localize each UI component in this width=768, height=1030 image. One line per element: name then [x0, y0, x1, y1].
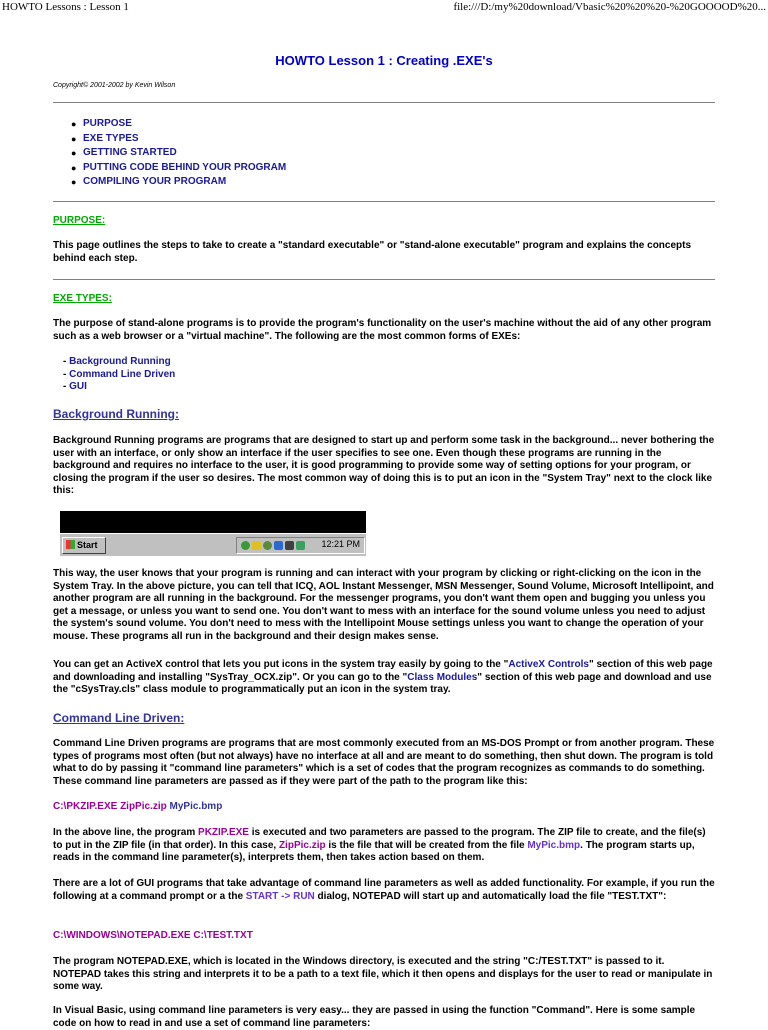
- link-gui[interactable]: GUI: [69, 381, 87, 393]
- msn-messenger-icon: [263, 541, 272, 550]
- bullet-icon: ●: [71, 133, 77, 144]
- toc-item-compiling[interactable]: ● COMPILING YOUR PROGRAM: [71, 175, 286, 190]
- intellipoint-icon: [285, 541, 294, 550]
- windows-logo-icon: [66, 540, 75, 549]
- command-line-text: Command Line Driven programs are programs that are most commonly executed from an MS-DOS Prompt or from another program. These types of programs most often (but not always) have no interface at all and are meant to do something, then shut down. The program is told what to do by passing it "command line parameters" which is a set of codes that the program recognizes as commands to do something. These command line parameters are passed as if they were part of the path to the program like this:: [53, 738, 715, 787]
- sound-volume-icon: [274, 541, 283, 550]
- toc-item-exe-types[interactable]: ● EXE TYPES: [71, 132, 286, 147]
- print-header: [0, 0, 768, 16]
- bullet-icon: ●: [71, 119, 77, 129]
- toc-item-purpose[interactable]: ● PURPOSE: [71, 117, 286, 132]
- command-example-pkzip: C:\PKZIP.EXE ZipPic.zip MyPic.bmp: [53, 801, 223, 812]
- link-activex-controls[interactable]: ActiveX Controls: [508, 659, 589, 670]
- system-tray-screenshot: [60, 511, 366, 555]
- bullet-icon: ●: [71, 177, 77, 188]
- bullet-icon: ●: [71, 148, 77, 159]
- toc-item-getting-started[interactable]: ● GETTING STARTED: [71, 146, 286, 161]
- icq-icon: [241, 541, 250, 550]
- activex-paragraph: You can get an ActiveX control that lets you put icons in the system tray easily by going to the "ActiveX Controls" section of this web page and downloading and installing "SysTray_OCX.zip". Or you can go to the "Class Modules" section of this web page and download and use the "cSysTray.cls" class module to programmatically put an icon in the system tray.: [53, 659, 713, 696]
- list-item: - GUI: [63, 381, 87, 393]
- lesson-title: HOWTO Lesson 1 : Creating .EXE's: [275, 53, 493, 68]
- pkzip-explanation-text: In the above line, the program PKZIP.EXE is executed and two parameters are passed to the program. The ZIP file to create, and the file(s) to put in the ZIP file (in that order). In this case, ZipPic.zip is the file that will be created from the file MyPic.bmp. The program starts up, reads in the command line parameter(s), interprets them, then takes action based on them.: [53, 827, 706, 864]
- list-item: - Background Running: [63, 356, 171, 367]
- exe-types-list: [63, 356, 175, 394]
- tray-clock: 12:21 PM: [321, 539, 360, 549]
- bullet-icon: ●: [71, 162, 77, 173]
- background-explanation-text: This way, the user knows that your program is running and can interact with your program by clicking or right-clicking on the icon in the System Tray. In the above picture, you can tell that ICQ, AOL Instant Messenger, MSN Messenger, Sound Volume, Microsoft Intellipoint, and another program are all running in the background. For the messenger programs, you don't want them open and bugging you unless you get a message, or unless you want to send one. You don't want to mess with an interface for the sound volume unless you need to adjust the system's sound volume. You don't need to mess with the Intellipoint Mouse settings unless you want to change the operation of your mouse. These programs all run in the background and their design makes sense.: [53, 568, 714, 642]
- link-background-running[interactable]: Background Running: [69, 356, 171, 367]
- desktop-area: [60, 511, 366, 533]
- taskbar: [60, 533, 366, 556]
- purpose-text: This page outlines the steps to take to create a "standard executable" or "stand-alone executable" program and explains the concepts behind each step.: [53, 240, 692, 264]
- command-line-heading: Command Line Driven:: [53, 711, 185, 725]
- tray-app-icon: [296, 541, 305, 550]
- divider: [53, 102, 715, 103]
- page-title-header: HOWTO Lessons : Lesson 1: [2, 1, 129, 13]
- table-of-contents: [71, 117, 286, 190]
- page-url-header: file:///D:/my%20download/Vbasic%20%20%20-%20GOOOOD%20...: [453, 1, 766, 13]
- visual-basic-text: In Visual Basic, using command line parameters is very easy... they are passed in using the function "Command". Here is some sample code on how to read in and use a set of command line parameters:: [53, 1005, 696, 1029]
- list-item: - Command Line Driven: [63, 368, 176, 380]
- start-button: Start: [62, 537, 106, 554]
- link-command-line-driven[interactable]: Command Line Driven: [69, 368, 176, 380]
- purpose-heading: PURPOSE:: [53, 215, 106, 226]
- divider: [53, 279, 715, 280]
- link-class-modules[interactable]: Class Modules: [407, 671, 478, 683]
- exe-types-heading: EXE TYPES:: [53, 293, 112, 304]
- system-tray: [236, 537, 365, 554]
- gui-params-text: There are a lot of GUI programs that take advantage of command line parameters as well as added functionality. For example, if you run the following at a command prompt or a the START -> RUN dialog, NOTEPAD will start up and automatically load the file "TEST.TXT":: [53, 878, 715, 902]
- divider: [53, 201, 715, 202]
- command-example-notepad: C:\WINDOWS\NOTEPAD.EXE C:\TEST.TXT: [53, 930, 253, 941]
- background-running-text: Background Running programs are programs that are designed to start up and perform some task in the background... never bothering the user with an interface, or only show an interface if the user specifies to see one. Even though these programs are running in the background and requires no interface to the user, it is good programming to provide some way of setting options for your program, or closing the program if the user so desires. The most common way of doing this is to put an icon in the "System Tray" next to the clock like this:: [53, 435, 715, 497]
- notepad-explanation-text: The program NOTEPAD.EXE, which is located in the Windows directory, is executed and the string "C:/TEST.TXT" is passed to it. NOTEPAD takes this string and interprets it to be a path to a text file, which it then opens and displays for the user to read or manipulate in some way.: [53, 956, 713, 993]
- toc-item-putting-code[interactable]: ● PUTTING CODE BEHIND YOUR PROGRAM: [71, 161, 286, 176]
- aim-icon: [252, 541, 261, 550]
- copyright-notice: Copyright© 2001-2002 by Kevin Wilson: [53, 82, 176, 89]
- background-running-heading: Background Running:: [53, 407, 179, 421]
- exe-types-text: The purpose of stand-alone programs is to provide the program's functionality on the user's machine without the aid of any other program such as a web browser or a "virtual machine". The following are the most common forms of EXEs:: [53, 318, 712, 342]
